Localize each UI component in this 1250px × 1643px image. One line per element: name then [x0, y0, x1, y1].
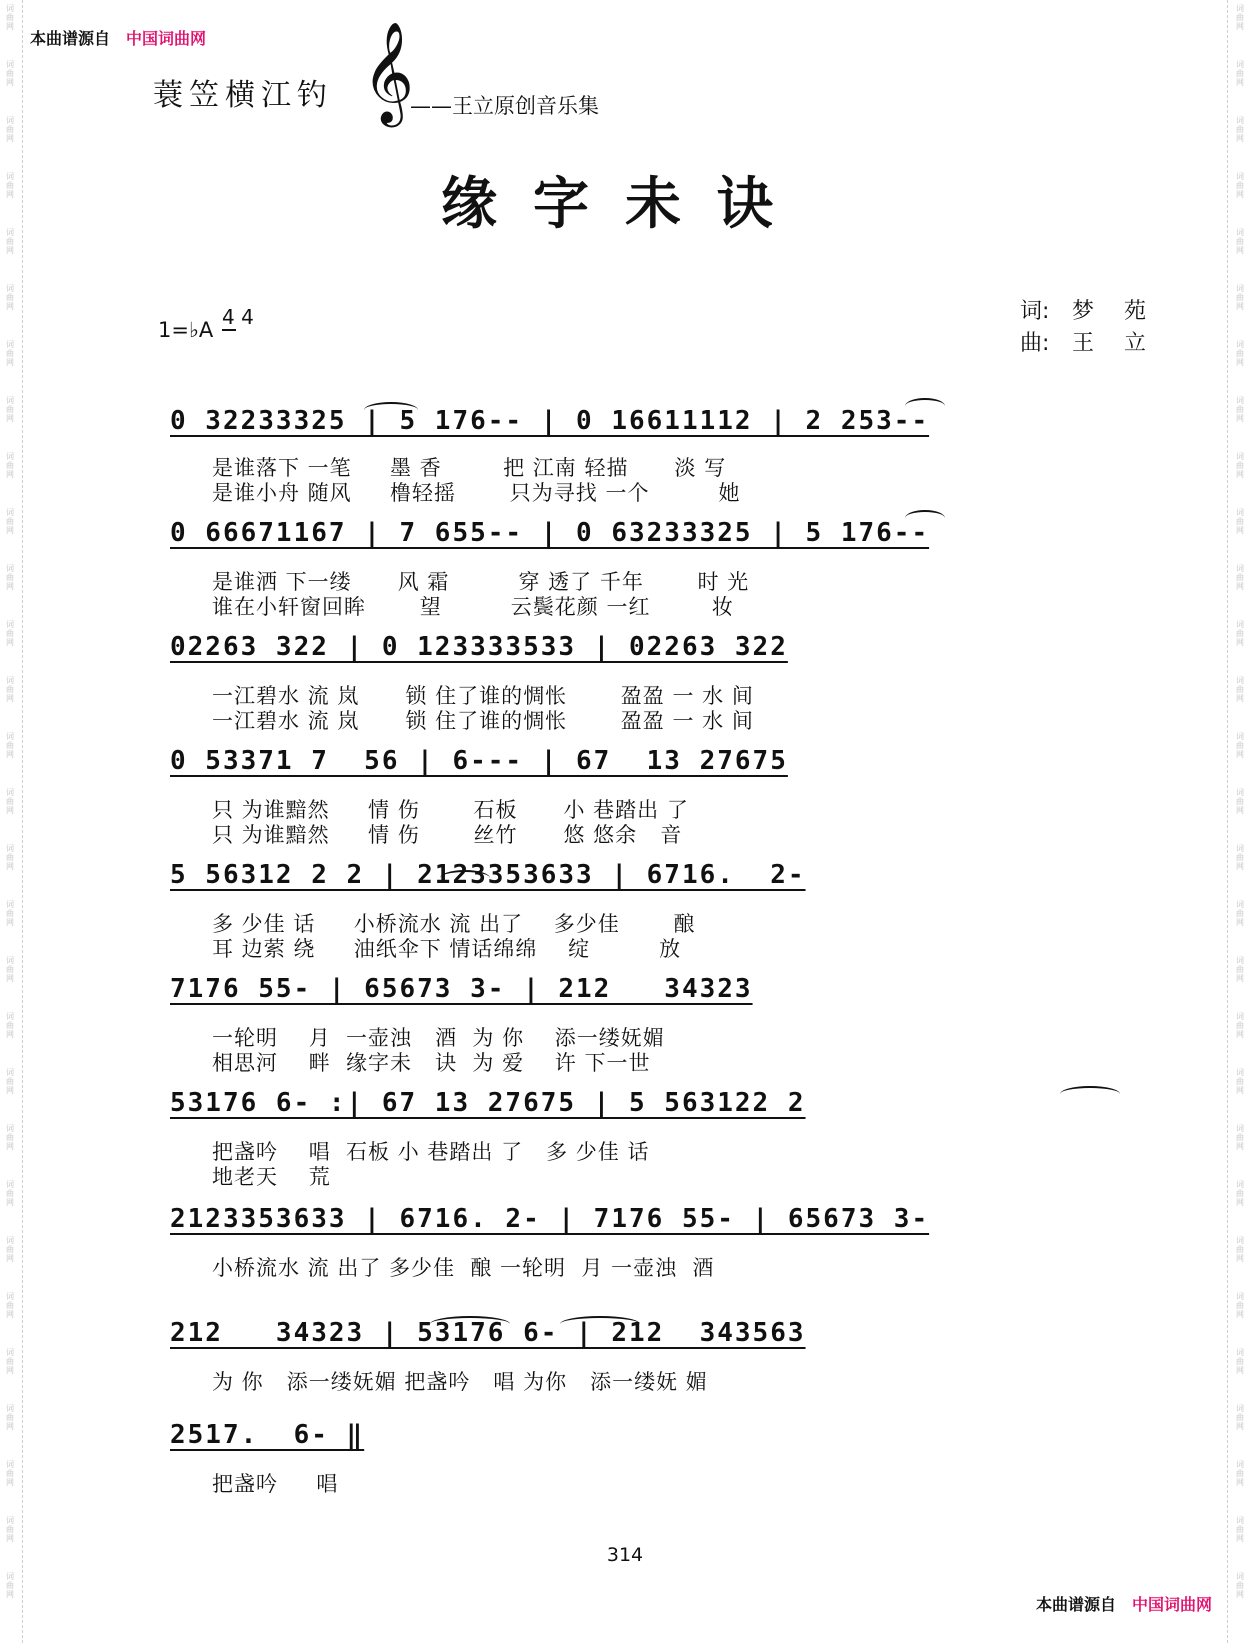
lyric-line: 把盏吟 唱 — [212, 1472, 339, 1496]
lyric-line: 是谁洒 下一缕 风 霜 穿 透了 千年 时 光 — [212, 570, 750, 594]
rail-watermark-mark: 词 曲 网 — [6, 284, 14, 311]
rail-watermark-mark: 词 曲 网 — [1236, 172, 1244, 199]
lyric-line: 一江碧水 流 岚 锁 住了谁的惆怅 盈盈 一 水 间 — [212, 709, 754, 733]
slur-mark — [905, 510, 945, 526]
rail-watermark-mark: 词 曲 网 — [1236, 116, 1244, 143]
source-site-link[interactable]: 中国词曲网 — [1131, 1595, 1212, 1614]
credits — [1020, 296, 1176, 360]
rail-watermark-mark: 词 曲 网 — [6, 116, 14, 143]
rail-watermark-mark: 词 曲 网 — [6, 396, 14, 423]
rail-watermark-mark: 词 曲 网 — [6, 844, 14, 871]
lyric-line: 多 少佳 话 小桥流水 流 出了 多少佳 酿 — [212, 912, 696, 936]
collection-subtitle: ——王立原创音乐集 — [410, 94, 599, 118]
rail-watermark-mark: 词 曲 网 — [1236, 1516, 1244, 1543]
collection-title: 蓑笠横江钓 — [153, 78, 333, 113]
rail-watermark-mark: 词 曲 网 — [1236, 452, 1244, 479]
lyric-line: 相思河 畔 缘字未 诀 为 爱 许 下一世 — [212, 1051, 651, 1075]
slur-mark — [364, 402, 418, 418]
source-banner-top — [30, 26, 206, 49]
rail-watermark-mark: 词 曲 网 — [6, 956, 14, 983]
composer-credit: 曲: 王立 — [1020, 331, 1177, 356]
rail-watermark-mark: 词 曲 网 — [6, 1572, 14, 1599]
lyric-line: 一轮明 月 一壶浊 酒 为 你 添一缕妩媚 — [212, 1026, 665, 1050]
rail-watermark-mark: 词 曲 网 — [1236, 620, 1244, 647]
lyric-line: 小桥流水 流 出了 多少佳 酿 一轮明 月 一壶浊 酒 — [212, 1256, 715, 1280]
key-signature: 1=♭A — [158, 318, 214, 342]
lyric-line: 一江碧水 流 岚 锁 住了谁的惆怅 盈盈 一 水 间 — [212, 684, 754, 708]
rail-watermark-mark: 词 曲 网 — [1236, 1404, 1244, 1431]
treble-clef-icon: 𝄞 — [362, 20, 415, 123]
rail-watermark-mark: 词 曲 网 — [1236, 900, 1244, 927]
lyric-line: 只 为谁黯然 情 伤 丝竹 悠 悠余 音 — [212, 823, 683, 847]
rail-watermark-mark: 词 曲 网 — [6, 172, 14, 199]
song-title: 缘字未诀 — [441, 171, 809, 237]
lyric-line: 耳 边萦 绕 油纸伞下 情话绵绵 绽 放 — [212, 937, 682, 961]
rail-watermark-mark: 词 曲 网 — [1236, 228, 1244, 255]
rail-watermark-mark: 词 曲 网 — [1236, 1460, 1244, 1487]
rail-watermark-mark: 词 曲 网 — [6, 1404, 14, 1431]
source-site-link[interactable]: 中国词曲网 — [126, 29, 207, 48]
notation-line: 5 56312 2 2 | 2123353633 | 6716. 2- — [170, 860, 806, 890]
rail-watermark-mark: 词 曲 网 — [6, 60, 14, 87]
rail-watermark-mark: 词 曲 网 — [6, 508, 14, 535]
rail-watermark-mark: 词 曲 网 — [6, 900, 14, 927]
lyric-line: 地老天 荒 — [212, 1165, 331, 1189]
source-label: 本曲谱源自 — [1035, 1595, 1116, 1614]
rail-watermark-mark: 词 曲 网 — [6, 340, 14, 367]
time-signature — [222, 306, 254, 329]
rail-watermark-mark: 词 曲 网 — [6, 620, 14, 647]
notation-line: 2517. 6- ‖ — [170, 1420, 365, 1450]
rail-watermark-mark: 词 曲 网 — [1236, 60, 1244, 87]
rail-watermark-mark: 词 曲 网 — [1236, 1124, 1244, 1151]
rail-watermark-mark: 词 曲 网 — [1236, 284, 1244, 311]
rail-watermark-mark: 词 曲 网 — [6, 452, 14, 479]
rail-watermark-mark: 词 曲 网 — [1236, 788, 1244, 815]
rail-watermark-mark: 词 曲 网 — [1236, 1572, 1244, 1599]
notation-line: 0 53371 7 56 | 6--- | 67 13 27675 — [170, 746, 788, 776]
notation-line: 0 32233325 | 5 176-- | 0 16611112 | 2 253-- — [170, 406, 930, 436]
rail-watermark-mark: 词 曲 网 — [6, 1012, 14, 1039]
notation-line: 53176 6- :| 67 13 27675 | 5 563122 2 — [170, 1088, 806, 1118]
rail-watermark-mark: 词 曲 网 — [6, 228, 14, 255]
rail-watermark-mark: 词 曲 网 — [1236, 4, 1244, 31]
notation-line: 0 66671167 | 7 655-- | 0 63233325 | 5 176-- — [170, 518, 930, 548]
source-label: 本曲谱源自 — [30, 29, 111, 48]
rail-watermark-mark: 词 曲 网 — [1236, 676, 1244, 703]
page-number: 314 — [606, 1544, 644, 1566]
lyric-line: 为 你 添一缕妩媚 把盏吟 唱 为你 添一缕妩 媚 — [212, 1370, 708, 1394]
rail-watermark-mark: 词 曲 网 — [1236, 564, 1244, 591]
rail-watermark-mark: 词 曲 网 — [6, 564, 14, 591]
lyric-line: 谁在小轩窗回眸 望 云鬓花颜 一红 妆 — [212, 595, 734, 619]
slur-mark — [1060, 1086, 1120, 1102]
lyric-line: 是谁落下 一笔 墨 香 把 江南 轻描 淡 写 — [212, 456, 727, 480]
rail-watermark-mark: 词 曲 网 — [6, 732, 14, 759]
meter-top: 4 — [222, 305, 235, 329]
slur-mark — [560, 1316, 640, 1332]
slur-mark — [905, 398, 945, 414]
rail-watermark-mark: 词 曲 网 — [6, 1460, 14, 1487]
rail-watermark-mark: 词 曲 网 — [6, 788, 14, 815]
lyric-line: 把盏吟 唱 石板 小 巷踏出 了 多 少佳 话 — [212, 1140, 650, 1164]
notation-line: 02263 322 | 0 123333533 | 02263 322 — [170, 632, 788, 662]
rail-watermark-mark: 词 曲 网 — [1236, 396, 1244, 423]
rail-watermark-mark: 词 曲 网 — [6, 1292, 14, 1319]
rail-watermark-mark: 词 曲 网 — [1236, 1068, 1244, 1095]
meter-bottom: 4 — [241, 305, 254, 329]
rail-watermark-mark: 词 曲 网 — [1236, 956, 1244, 983]
rail-watermark-mark: 词 曲 网 — [1236, 1292, 1244, 1319]
lyric-line: 只 为谁黯然 情 伤 石板 小 巷踏出 了 — [212, 798, 689, 822]
rail-watermark-mark: 词 曲 网 — [1236, 1180, 1244, 1207]
rail-watermark-mark: 词 曲 网 — [6, 1236, 14, 1263]
rail-watermark-mark: 词 曲 网 — [6, 1516, 14, 1543]
rail-watermark-mark: 词 曲 网 — [1236, 1012, 1244, 1039]
rail-watermark-mark: 词 曲 网 — [6, 4, 14, 31]
lyricist-credit: 词: 梦苑 — [1020, 299, 1177, 324]
rail-watermark-mark: 词 曲 网 — [1236, 844, 1244, 871]
slur-mark — [430, 1316, 510, 1332]
rail-watermark-mark: 词 曲 网 — [6, 1124, 14, 1151]
rail-watermark-mark: 词 曲 网 — [6, 1348, 14, 1375]
rail-watermark-mark: 词 曲 网 — [1236, 340, 1244, 367]
source-banner-bottom — [1036, 1592, 1212, 1615]
rail-watermark-mark: 词 曲 网 — [1236, 732, 1244, 759]
slur-mark — [440, 870, 490, 886]
notation-line: 2123353633 | 6716. 2- | 7176 55- | 65673 3- — [170, 1204, 930, 1234]
rail-watermark-mark: 词 曲 网 — [6, 1068, 14, 1095]
rail-watermark-mark: 词 曲 网 — [6, 1180, 14, 1207]
rail-watermark-mark: 词 曲 网 — [1236, 1236, 1244, 1263]
rail-watermark-mark: 词 曲 网 — [1236, 508, 1244, 535]
rail-watermark-mark: 词 曲 网 — [1236, 1348, 1244, 1375]
rail-watermark-mark: 词 曲 网 — [6, 676, 14, 703]
lyric-line: 是谁小舟 随风 橹轻摇 只为寻找 一个 她 — [212, 481, 741, 505]
notation-line: 7176 55- | 65673 3- | 212 34323 — [170, 974, 753, 1004]
notation-line: 212 34323 | 53176 6- | 212 343563 — [170, 1318, 806, 1348]
